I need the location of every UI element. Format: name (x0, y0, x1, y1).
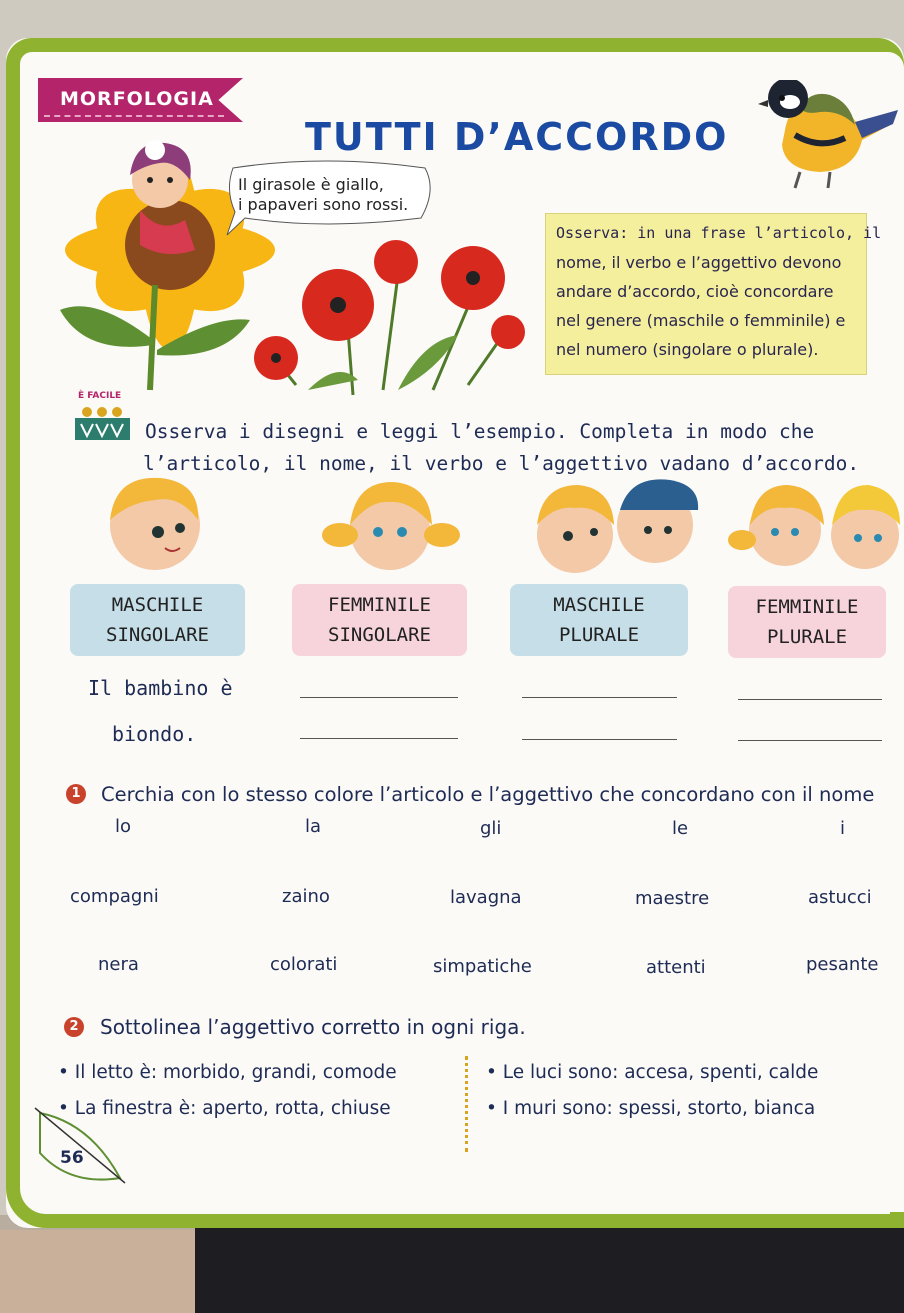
noun-word[interactable]: astucci (808, 887, 872, 908)
label-feminine-plural (728, 586, 886, 658)
label-masculine-singular (70, 584, 245, 656)
adjective-word[interactable]: simpatiche (433, 956, 532, 977)
sentence-item[interactable]: • Il letto è: morbido, grandi, comode (58, 1062, 397, 1083)
adjective-word[interactable]: pesante (806, 954, 879, 975)
sentence-text: Il letto è: morbido, grandi, comode (74, 1062, 397, 1083)
article-word[interactable]: i (840, 818, 846, 839)
answer-blank[interactable] (522, 697, 677, 698)
noun-word[interactable]: zaino (282, 886, 330, 907)
sentence-text: I muri sono: spessi, storto, bianca (502, 1098, 816, 1119)
exercise-1-number: 1 (66, 784, 86, 804)
adjective-word[interactable]: attenti (646, 957, 706, 978)
answer-blank[interactable] (738, 699, 882, 700)
sentence-item[interactable]: • La finestra è: aperto, rotta, chiuse (58, 1098, 391, 1119)
adjective-word[interactable]: colorati (270, 954, 338, 975)
label-line-1: FEMMINILE (328, 594, 431, 616)
speech-line-2: i papaveri sono rossi. (238, 195, 409, 214)
column-divider (465, 1056, 468, 1152)
label-feminine-singular (292, 584, 467, 656)
dark-object (195, 1222, 904, 1313)
rule-text (556, 219, 882, 364)
difficulty-label: È FACILE (78, 391, 122, 401)
answer-blank[interactable] (300, 697, 458, 698)
rule-line-3: andare d’accordo, cioè concordare (556, 282, 834, 301)
answer-blank[interactable] (300, 738, 458, 739)
answer-blank[interactable] (738, 740, 882, 741)
rule-line-2: nome, il verbo e l’aggettivo devono (556, 253, 842, 272)
leaf-icon (30, 1098, 130, 1193)
exercise-2-number: 2 (64, 1017, 84, 1037)
noun-word[interactable]: compagni (70, 886, 159, 907)
label-line-1: MASCHILE (111, 594, 204, 616)
label-line-2: PLURALE (558, 624, 640, 646)
label-masculine-plural (510, 584, 688, 656)
sentence-item[interactable]: • Le luci sono: accesa, spenti, calde (486, 1062, 819, 1083)
label-line-2: PLURALE (766, 626, 848, 648)
poppies-illustration (248, 240, 528, 400)
label-line-2: SINGOLARE (328, 624, 431, 646)
noun-word[interactable]: maestre (635, 888, 710, 909)
page-title: TUTTI D’ACCORDO (305, 115, 729, 159)
label-line-1: FEMMINILE (755, 596, 859, 618)
floor (0, 1230, 200, 1313)
adjective-word[interactable]: nera (98, 954, 139, 975)
article-word[interactable]: lo (115, 816, 132, 837)
article-word[interactable]: la (305, 816, 322, 837)
article-word[interactable]: le (672, 818, 689, 839)
page-number: 56 (60, 1148, 84, 1168)
kids-group-icon (75, 404, 130, 440)
bird-illustration (750, 80, 900, 195)
sentence-text: La finestra è: aperto, rotta, chiuse (74, 1098, 391, 1119)
speech-text (238, 175, 428, 227)
instructions-line-1: Osserva i disegni e leggi l’esempio. Completa in modo che (145, 420, 815, 443)
sentence-text: Le luci sono: accesa, spenti, calde (502, 1062, 819, 1083)
exercise-1-title: Cerchia con lo stesso colore l’articolo e l’aggettivo che concordano con il nome (101, 783, 875, 806)
children-illustration (100, 470, 900, 580)
label-line-1: MASCHILE (553, 594, 645, 616)
section-label: MORFOLOGIA (60, 88, 214, 110)
article-word[interactable]: gli (480, 818, 502, 839)
banner-divider (44, 115, 224, 117)
rule-line-5: nel numero (singolare o plurale). (556, 340, 819, 359)
example-line-1: Il bambino è (88, 676, 233, 700)
sentence-item[interactable]: • I muri sono: spessi, storto, bianca (486, 1098, 816, 1119)
label-line-2: SINGOLARE (106, 624, 209, 646)
instructions-line-2: l’articolo, il nome, il verbo e l’aggettivo vadano d’accordo. (143, 452, 860, 475)
rule-line-4: nel genere (maschile o femminile) e (556, 311, 846, 330)
rule-line-1: Osserva: in una frase l’articolo, il (556, 224, 882, 242)
speech-line-1: Il girasole è giallo, (238, 175, 384, 194)
exercise-2-title: Sottolinea l’aggettivo corretto in ogni riga. (100, 1015, 526, 1039)
noun-word[interactable]: lavagna (450, 887, 522, 908)
answer-blank[interactable] (522, 739, 677, 740)
example-line-2: biondo. (112, 722, 197, 746)
